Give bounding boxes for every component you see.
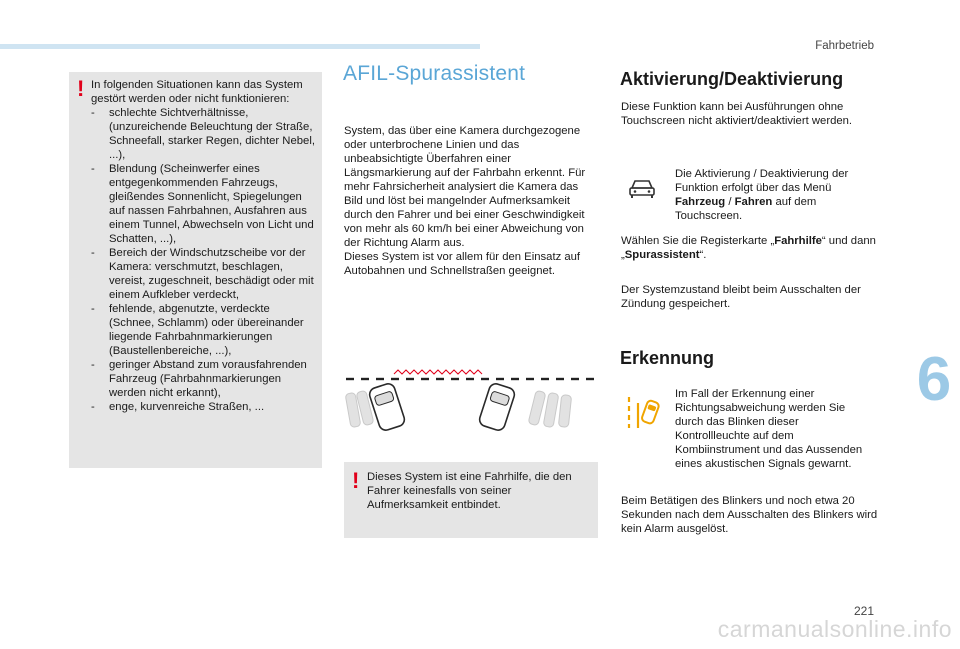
afil-description — [344, 124, 599, 278]
exclamation-icon: ! — [352, 468, 360, 493]
condition-list — [91, 106, 317, 414]
list-item: - Bereich der Windschutzscheibe vor der Kamera: verschmutzt, beschlagen, vereist, zugeschneit, beschädigt oder mit einem Aufkleber verdeckt, — [91, 247, 314, 301]
list-item: - Blendung (Scheinwerfer eines entgegenkommenden Fahrzeugs, gleißendes Sonnenlicht, Spiegelungen auf nassen Fahrbahnen, Ausfahren aus einem Tunnel, Abwechseln von Licht und Schatten, ...), — [91, 163, 314, 245]
warning-intro: In folgenden Situationen kann das System gestört werden oder nicht funktionieren: — [91, 79, 303, 105]
warning-zigzag — [394, 370, 482, 374]
afil-title: AFIL-Spurassistent — [343, 62, 526, 85]
activation-menu-paragraph: Die Aktivierung / Deaktivierung der Funktion erfolgt über das Menü Fahrzeug / Fahren auf dem Touchscreen. — [675, 168, 849, 222]
warning-text — [91, 78, 317, 414]
state-memory-paragraph: Der Systemzustand bleibt beim Ausschalten der Zündung gespeichert. — [621, 284, 861, 310]
indicator-paragraph: Beim Betätigen des Blinkers und noch etwa 20 Sekunden nach dem Ausschalten des Blinkers wird kein Alarm ausgelöst. — [621, 495, 878, 535]
page-number: 221 — [853, 604, 874, 618]
detection-heading: Erkennung — [620, 348, 715, 368]
lane-departure-icon — [626, 395, 660, 429]
detection-paragraph: Im Fall der Erkennung einer Richtungsabweichung werden Sie durch das Blinken dieser Kontrollleuchte auf dem Kombiinstrument und das Aussenden eines akustischen Signals gewarnt. — [675, 388, 863, 470]
warning-box-conditions — [69, 72, 322, 468]
car-shape-left — [368, 382, 406, 431]
afil-desc-2: Dieses System ist vor allem für den Einsatz auf Autobahnen und Schnellstraßen geeignet. — [344, 251, 581, 277]
tab-lane-assist: Spurassistent — [624, 249, 700, 261]
header-bar — [0, 44, 480, 49]
lane-assist-illustration — [342, 365, 600, 431]
exclamation-icon: ! — [77, 76, 85, 101]
watermark: carmanualsonline.info — [717, 616, 952, 642]
activation-paragraph: Diese Funktion kann bei Ausführungen ohne Touchscreen nicht aktiviert/deaktiviert werden. — [621, 101, 853, 127]
car-front-icon — [627, 176, 657, 200]
afil-desc-1: System, das über eine Kamera durchgezogene oder unterbrochene Linien und das unbeabsichtigte Überfahren einer Längsmarkierung auf der Fahrbahn erkennt. Für mehr Fahrsicherheit analysiert die Kamera das Bild und löst bei mangelnder Aufmerksamkeit durch den Fahrer und bei einer Geschwindigkeit von mehr als 60 km/h bei einer Abweichung von der Richtung Alarm aus. — [344, 125, 586, 249]
warning-text: Dieses System ist eine Fahrhilfe, die den Fahrer keinesfalls von seiner Aufmerksamkeit entbindet. — [367, 471, 572, 511]
list-item: - schlechte Sichtverhältnisse, (unzureichende Beleuchtung der Straße, Schneefall, starker Regen, dichter Nebel, ...), — [91, 107, 315, 161]
menu-vehicle: Fahrzeug — [675, 196, 726, 208]
warning-box-driver-aid — [344, 462, 598, 538]
list-item: - enge, kurvenreiche Straßen, ... — [91, 401, 265, 413]
activation-heading: Aktivierung/Deaktivierung — [620, 69, 844, 89]
list-item: - geringer Abstand zum vorausfahrenden Fahrzeug (Fahrbahnmarkierungen werden nicht erkannt), — [91, 359, 307, 399]
tab-driving-aid: Fahrhilfe — [774, 235, 822, 247]
tab-selection-paragraph: Wählen Sie die Registerkarte „Fahrhilfe“ und dann „Spurassistent“. — [621, 235, 876, 261]
chapter-number: 6 — [908, 330, 960, 430]
list-item: - fehlende, abgenutzte, verdeckte (Schnee, Schlamm) oder übereinander liegende Fahrbahnmarkierungen (Baustellenbereiche, ...), — [91, 303, 304, 357]
section-name: Fahrbetrieb — [815, 40, 874, 52]
menu-driving: Fahren — [734, 196, 773, 208]
car-shape-right — [478, 382, 516, 431]
